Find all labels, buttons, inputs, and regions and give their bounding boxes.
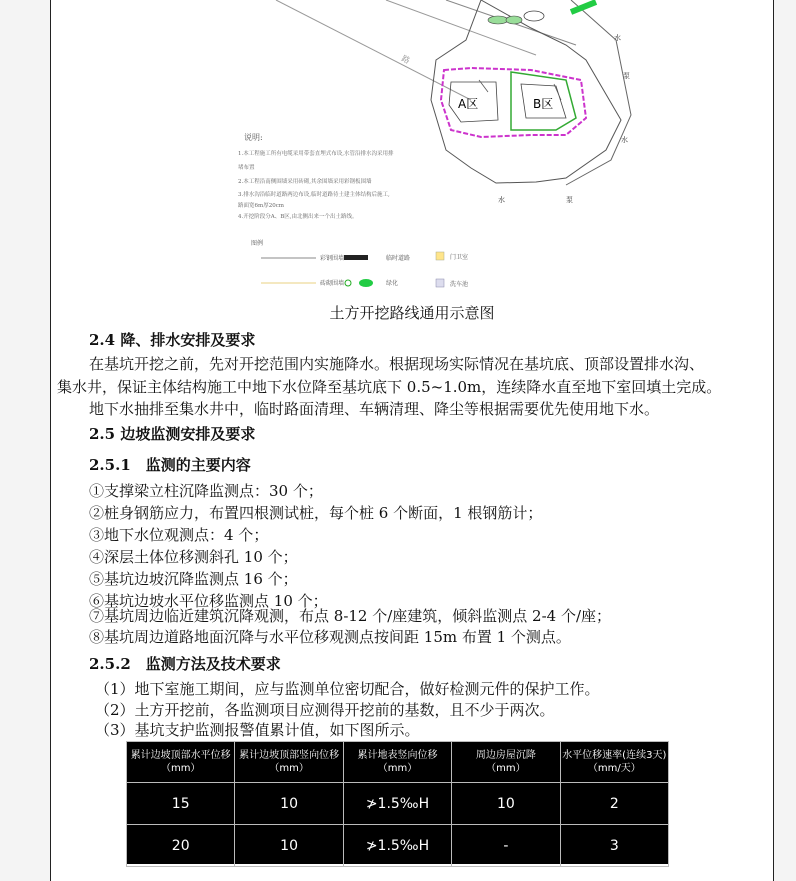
table-cell: 20 [127,825,235,867]
legend-swatch-wash [436,279,444,287]
monitoring-item: ⑤基坑边坡沉降监测点 16 个； [89,570,298,588]
legend-wash-pool: 洗车池 [450,281,469,288]
legend-green: 绿化 [386,280,399,287]
paragraph-line: 地下水抽排至集水井中，临时路面清理、车辆清理、降尘等根据需要优先使用地下水。 [89,400,660,418]
site-plan-figure [236,0,656,300]
legend-brick-wall: 砖砌围墙 [320,280,345,287]
guard-house-marker [488,16,508,24]
site-plan-drawing [236,0,656,300]
monitoring-item: ⑥基坑边坡水平位移监测点 10 个； [89,592,328,610]
water-mark: 水 [614,34,621,42]
document-page [50,0,774,881]
pump-mark: 泵 [623,72,630,80]
subsection-2-5-2-heading: 2.5.2 监测方法及技术要求 [89,655,281,673]
paragraph-line: 在基坑开挖之前，先对开挖范围内实施降水。根据现场实际情况在基坑底、顶部设置排水沟、 [89,355,705,373]
requirement-item: （1）地下室施工期间，应与监测单位密切配合，做好检测元件的保护工作。 [95,680,600,698]
table-header-cell: 累计边坡顶部竖向位移 （mm） [235,742,343,783]
table-cell: 10 [235,783,343,825]
water-mark: 水 [621,136,628,144]
requirement-item: （2）土方开挖前，各监测项目应测得开挖前的基数，且不少于两次。 [95,701,555,719]
legend-guard-room: 门卫室 [450,254,469,261]
legend-swatch-guard-room [436,252,444,260]
legend-swatch-road [344,255,368,260]
legend-colorsteel-wall: 彩钢围墙 [320,255,345,262]
legend-title: 图例 [251,240,264,247]
table-header-cell: 累计地表竖向位移 （mm） [343,742,451,783]
monitoring-item: ④深层土体位移测斜孔 10 个； [89,548,298,566]
note-line: 1.本工程施工所有电缆采用带套直埋式布设,水管沿排水沟采用排 [238,151,394,157]
monitoring-item: ②桩身钢筋应力，布置四根测试桩，每个桩 6 个断面，1 根钢筋计； [89,504,543,522]
table-header-cell: 周边房屋沉降 （mm） [452,742,560,783]
legend-swatch-tree [345,280,351,286]
zone-a-label: A区 [458,97,479,111]
table-cell: 10 [452,783,560,825]
table-row [127,783,669,825]
table-cell: ≯1.5‰H [343,783,451,825]
entrance-marker [524,11,544,21]
zone-b-label: B区 [533,97,554,111]
subsection-2-5-1-heading: 2.5.1 监测的主要内容 [89,456,251,474]
note-line: 堵布置 [238,165,255,171]
table-header-row [127,742,669,783]
table-row [127,825,669,867]
road-edge-line [386,0,536,55]
site-boundary-outer [566,0,631,185]
note-line: 4.开挖阶段分A、B区,由北侧出来一个出土路线。 [238,214,358,220]
table-cell: 10 [235,825,343,867]
legend-swatch-green [359,279,373,287]
note-line: 3.排水沟沿临时道路两边布设,临时道路待土建主体结构后施工, [238,192,390,198]
table-cell: - [452,825,560,867]
water-mark: 水 [498,196,505,204]
table-cell: 15 [127,783,235,825]
table-header-cell: 累计边坡顶部水平位移 （mm） [127,742,235,783]
section-2-4-heading: 2.4 降、排水安排及要求 [89,331,256,349]
table-cell: ≯1.5‰H [343,825,451,867]
notes-title: 说明: [244,133,263,142]
paragraph-line: 集水井，保证主体结构施工中地下水位降至基坑底下 0.5~1.0m，连续降水直至地下室回填土完成。 [57,378,722,396]
note-line: 2.本工程沿南侧围墙采用砖砌,其余围墙采用彩钢板围墙 [238,179,372,185]
road-label: 路 [400,53,412,66]
figure-caption: 土方开挖路线通用示意图 [329,304,495,322]
guard-house-marker [506,16,522,24]
monitoring-item: ③地下水位观测点：4 个； [89,526,269,544]
alarm-value-table [126,741,669,864]
requirement-item: （3）基坑支护监测报警值累计值，如下图所示。 [95,721,420,739]
legend-temp-road: 临时道路 [386,255,411,262]
table-header-cell: 水平位移速率(连续3天) （mm/天） [560,742,668,783]
table-cell: 3 [560,825,668,867]
monitoring-item: ⑧基坑周边道路地面沉降与水平位移观测点按间距 15m 布置 1 个测点。 [89,628,571,646]
monitoring-item: ①支撑梁立柱沉降监测点：30 个； [89,482,323,500]
table-cell: 2 [560,783,668,825]
excavation-route [554,84,561,100]
monitoring-item: ⑦基坑周边临近建筑沉降观测，布点 8-12 个/座建筑，倾斜监测点 2-4 个/座； [89,607,612,625]
note-line: 路面宽6m厚20cm [238,203,285,209]
pump-mark: 泵 [566,196,573,204]
section-2-5-heading: 2.5 边坡监测安排及要求 [89,425,256,443]
